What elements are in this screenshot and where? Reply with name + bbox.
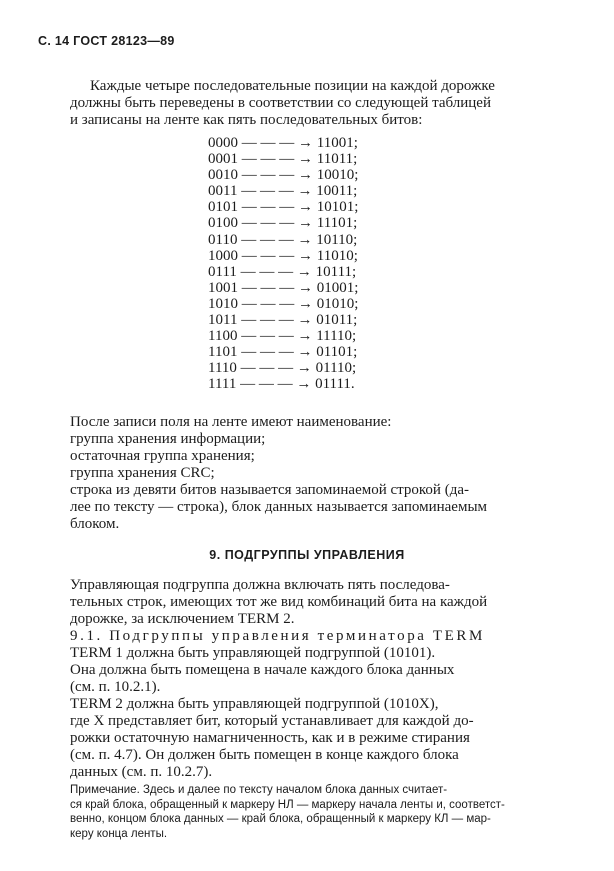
code-from: 0000	[208, 135, 238, 151]
table-row	[208, 312, 358, 328]
arrow-icon: — — — →	[241, 215, 313, 232]
table-row	[208, 135, 358, 151]
table-row	[208, 376, 358, 392]
after-line-3: остаточная группа хранения;	[70, 448, 255, 464]
code-from: 1001	[208, 279, 238, 296]
code-to: 11110;	[316, 328, 357, 345]
note-line-2: ся край блока, обращенный к маркеру НЛ — маркеру начала ленты и, соответст-	[70, 798, 505, 811]
code-to: 01011;	[316, 312, 358, 329]
arrow-icon: — — — →	[240, 360, 312, 377]
section-line-2: тельных строк, имеющих тот же вид комбинаций бита на каждой	[70, 594, 488, 610]
sub91-line-7: (см. п. 4.7). Он должен быть помещен в конце каждого блока	[70, 747, 459, 763]
table-row	[208, 248, 358, 264]
table-row	[208, 328, 358, 344]
arrow-icon: — — — →	[241, 135, 313, 151]
arrow-icon: — — — →	[241, 295, 313, 312]
code-to: 10101;	[316, 199, 359, 216]
sub91-line-6: рожки остаточную намагниченность, как и в режиме стирания	[70, 730, 470, 746]
code-from: 1000	[208, 247, 238, 264]
sub91-line-1: TERM 1 должна быть управляющей подгруппой (10101).	[70, 645, 436, 661]
intro-line-2: должны быть переведены в соответствии со следующей таблицей	[70, 95, 491, 111]
sub91-line-2: Она должна быть помещена в начале каждого блока данных	[70, 662, 455, 678]
subsection-9-1-title: 9.1. Подгруппы управления терминатора TERM	[70, 628, 485, 644]
arrow-icon: — — — →	[241, 199, 313, 216]
code-from: 0010	[208, 167, 238, 184]
code-from: 0101	[208, 199, 238, 216]
code-from: 0110	[208, 231, 238, 248]
table-row	[208, 280, 358, 296]
table-row	[208, 183, 358, 199]
footnote	[70, 783, 566, 841]
code-from: 0001	[208, 151, 238, 168]
after-line-1: После записи поля на ленте имеют наименование:	[70, 414, 392, 430]
code-to: 11101;	[316, 215, 358, 232]
code-from: 1111	[208, 376, 237, 393]
page-header: С. 14 ГОСТ 28123—89	[38, 34, 175, 48]
code-from: 1010	[208, 295, 238, 312]
code-to: 01111.	[315, 376, 355, 393]
arrow-icon: — — — →	[241, 279, 313, 296]
after-line-5: строка из девяти битов называется запоминаемой строкой (да-	[70, 482, 469, 498]
after-line-7: блоком.	[70, 516, 120, 532]
code-to: 11001;	[316, 135, 358, 151]
arrow-icon: — — — →	[241, 183, 313, 200]
code-to: 01001;	[316, 279, 359, 296]
field-names-paragraph	[70, 414, 566, 533]
code-from: 0111	[208, 263, 237, 280]
after-line-2: группа хранения информации;	[70, 431, 266, 447]
section-body	[70, 577, 566, 781]
code-to: 01010;	[316, 295, 359, 312]
code-to: 01101;	[316, 344, 358, 361]
intro-line-3: и записаны на ленте как пять последовательных битов:	[70, 112, 423, 128]
arrow-icon: — — — →	[241, 151, 313, 168]
code-from: 1011	[208, 312, 238, 329]
table-row	[208, 215, 358, 231]
table-row	[208, 360, 358, 376]
code-to: 10010;	[316, 167, 359, 184]
arrow-icon: — — — →	[241, 344, 313, 361]
code-from: 0100	[208, 215, 238, 232]
arrow-icon: — — — →	[241, 231, 313, 248]
code-to: 11010;	[316, 247, 358, 264]
intro-paragraph	[70, 78, 566, 129]
sub91-line-3: (см. п. 10.2.1).	[70, 679, 161, 695]
note-line-1: Примечание. Здесь и далее по тексту началом блока данных считает-	[70, 784, 448, 796]
code-conversion-table	[208, 135, 358, 393]
sub91-line-5: где X представляет бит, который устанавливает для каждой до-	[70, 713, 474, 729]
code-to: 11011;	[316, 151, 358, 168]
code-from: 1100	[208, 328, 238, 345]
after-line-6: лее по тексту — строка), блок данных называется запоминаемым	[70, 499, 488, 515]
code-from: 1101	[208, 344, 238, 361]
table-row	[208, 296, 358, 312]
section-title: 9. ПОДГРУППЫ УПРАВЛЕНИЯ	[209, 548, 405, 562]
arrow-icon: — — — →	[240, 376, 312, 393]
table-row	[208, 344, 358, 360]
sub91-line-8: данных (см. п. 10.2.7).	[70, 764, 213, 780]
intro-line-1: Каждые четыре последовательные позиции на каждой дорожке	[90, 78, 495, 94]
code-from: 1110	[208, 360, 237, 377]
section-line-1: Управляющая подгруппа должна включать пять последова-	[70, 577, 450, 593]
note-line-4: керу конца ленты.	[70, 827, 168, 840]
section-line-3: дорожке, за исключением TERM 2.	[70, 611, 295, 627]
note-line-3: венно, концом блока данных — край блока, обращенный к маркеру КЛ — мар-	[70, 813, 491, 825]
after-line-4: группа хранения CRC;	[70, 465, 215, 481]
table-row	[208, 199, 358, 215]
table-row	[208, 232, 358, 248]
arrow-icon: — — — →	[241, 312, 313, 329]
table-row	[208, 264, 358, 280]
code-from: 0011	[208, 183, 238, 200]
table-row	[208, 151, 358, 167]
arrow-icon: — — — →	[240, 263, 312, 280]
arrow-icon: — — — →	[241, 328, 313, 345]
arrow-icon: — — — →	[241, 247, 313, 264]
table-row	[208, 167, 358, 183]
code-to: 10011;	[316, 183, 358, 200]
code-to: 01110;	[315, 360, 357, 377]
code-to: 10110;	[316, 231, 358, 248]
code-to: 10111;	[315, 263, 357, 280]
arrow-icon: — — — →	[241, 167, 313, 184]
sub91-line-4: TERM 2 должна быть управляющей подгруппой (1010X),	[70, 696, 439, 712]
